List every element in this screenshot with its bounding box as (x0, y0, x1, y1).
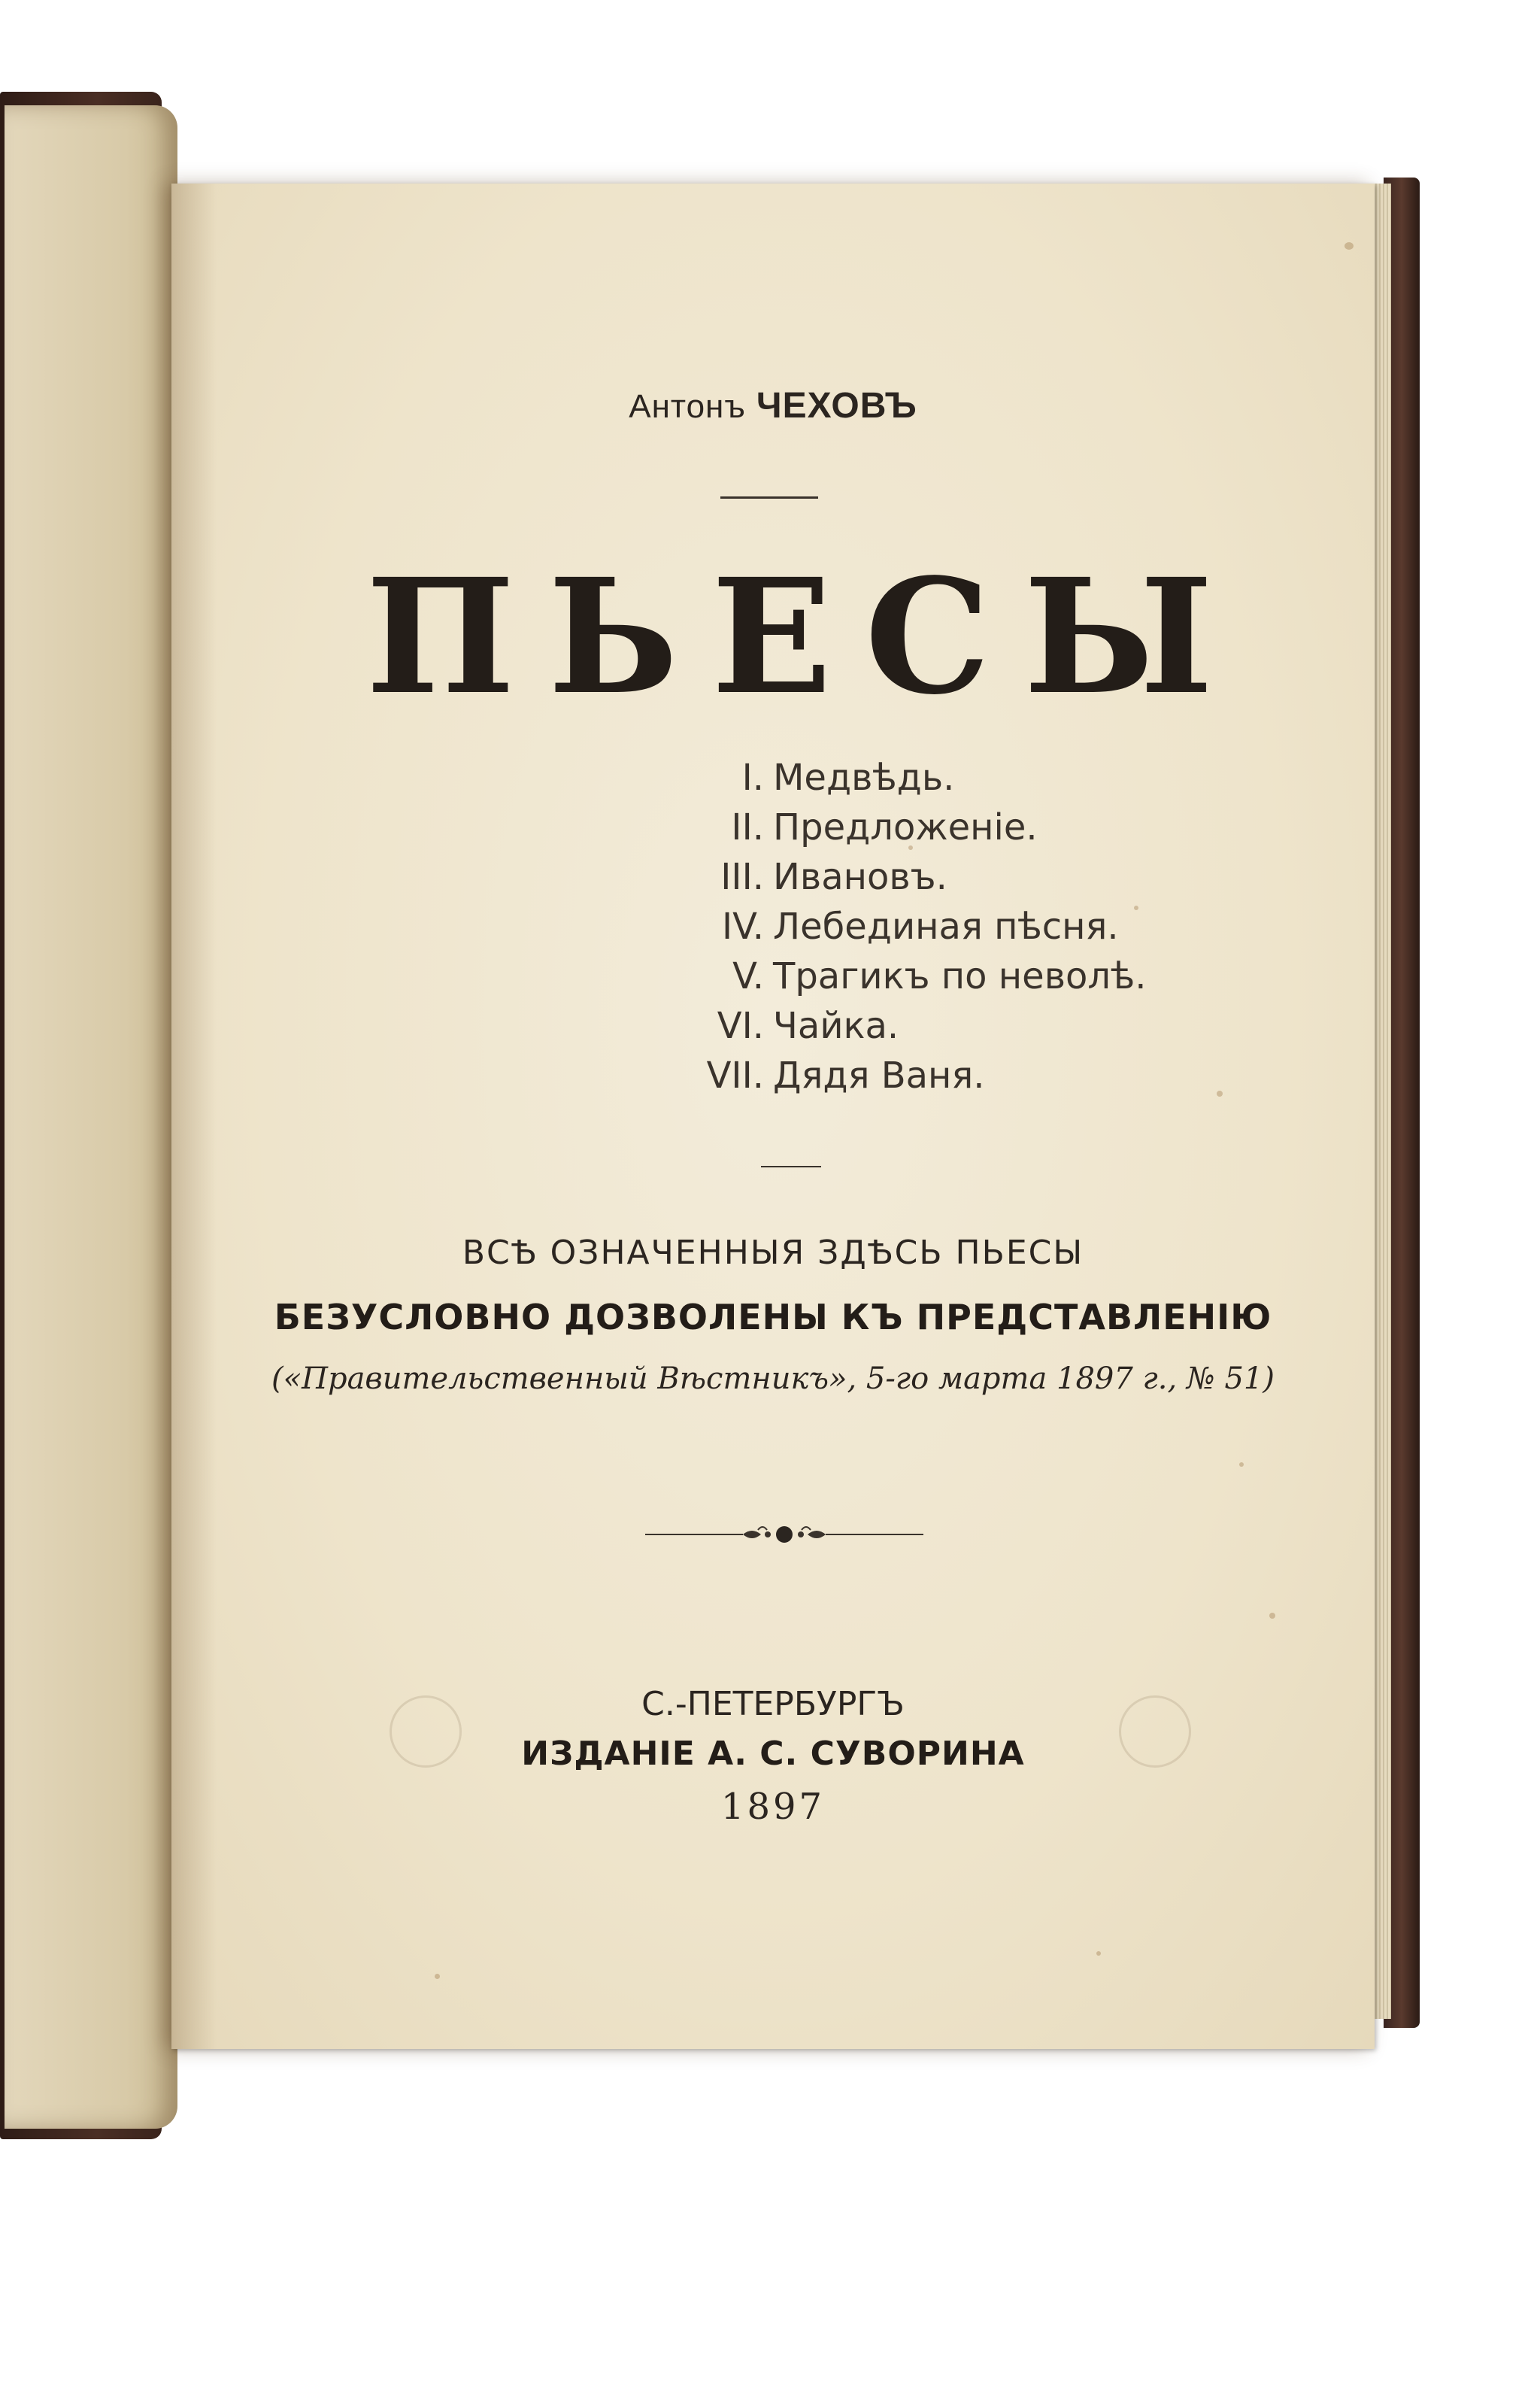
author-last-name: ЧЕХОВЪ (756, 386, 917, 426)
play-title: Ивановъ. (773, 856, 947, 898)
list-item (171, 906, 1375, 955)
play-title: Предложеніе. (773, 806, 1038, 848)
year: 1897 (720, 1786, 826, 1828)
foxing-spot (435, 1974, 440, 1979)
play-number: VII. (706, 1055, 764, 1097)
play-title: Лебединая пѣсня. (773, 906, 1119, 948)
author (171, 385, 1375, 426)
ornament-divider-icon (645, 1519, 923, 1550)
list-item (171, 1005, 1375, 1055)
list-item (171, 806, 1375, 856)
rule-middle (761, 1166, 821, 1167)
play-number: V. (732, 955, 764, 997)
rule-top (720, 496, 818, 499)
list-item (171, 757, 1375, 806)
title-page (171, 184, 1375, 2049)
play-number: II. (731, 806, 764, 848)
play-title: Медвѣдь. (773, 757, 955, 799)
foxing-spot (1239, 1462, 1244, 1467)
play-title: Трагикъ по неволѣ. (773, 955, 1147, 997)
city: С.-ПЕТЕРБУРГЪ (641, 1685, 905, 1723)
play-number: VI. (717, 1005, 764, 1047)
notice-line-1: ВСѢ ОЗНАЧЕННЫЯ ЗДѢСЬ ПЬЕСЫ (462, 1234, 1084, 1272)
play-number: I. (741, 757, 764, 799)
publisher: ИЗДАНІЕ А. С. СУВОРИНА (521, 1735, 1025, 1773)
play-number: III. (720, 856, 764, 898)
play-title: Чайка. (773, 1005, 899, 1047)
play-title: Дядя Ваня. (773, 1055, 985, 1097)
foxing-spot (1269, 1613, 1275, 1619)
foxing-spot (1096, 1951, 1101, 1956)
notice-line-2: БЕЗУСЛОВНО ДОЗВОЛЕНЫ КЪ ПРЕДСТАВЛЕНІЮ (274, 1297, 1272, 1337)
list-item (171, 955, 1375, 1005)
book-title: ПЬЕСЫ (365, 544, 1247, 730)
left-page (5, 105, 177, 2129)
list-item (171, 856, 1375, 906)
author-first-name: Антонъ (629, 388, 746, 425)
foxing-spot (1344, 242, 1354, 250)
list-item (171, 1055, 1375, 1104)
notice-line-3: («Правительственный Вѣстникъ», 5-го марта 1897 г., № 51) (271, 1361, 1275, 1396)
play-number: IV. (721, 906, 764, 948)
